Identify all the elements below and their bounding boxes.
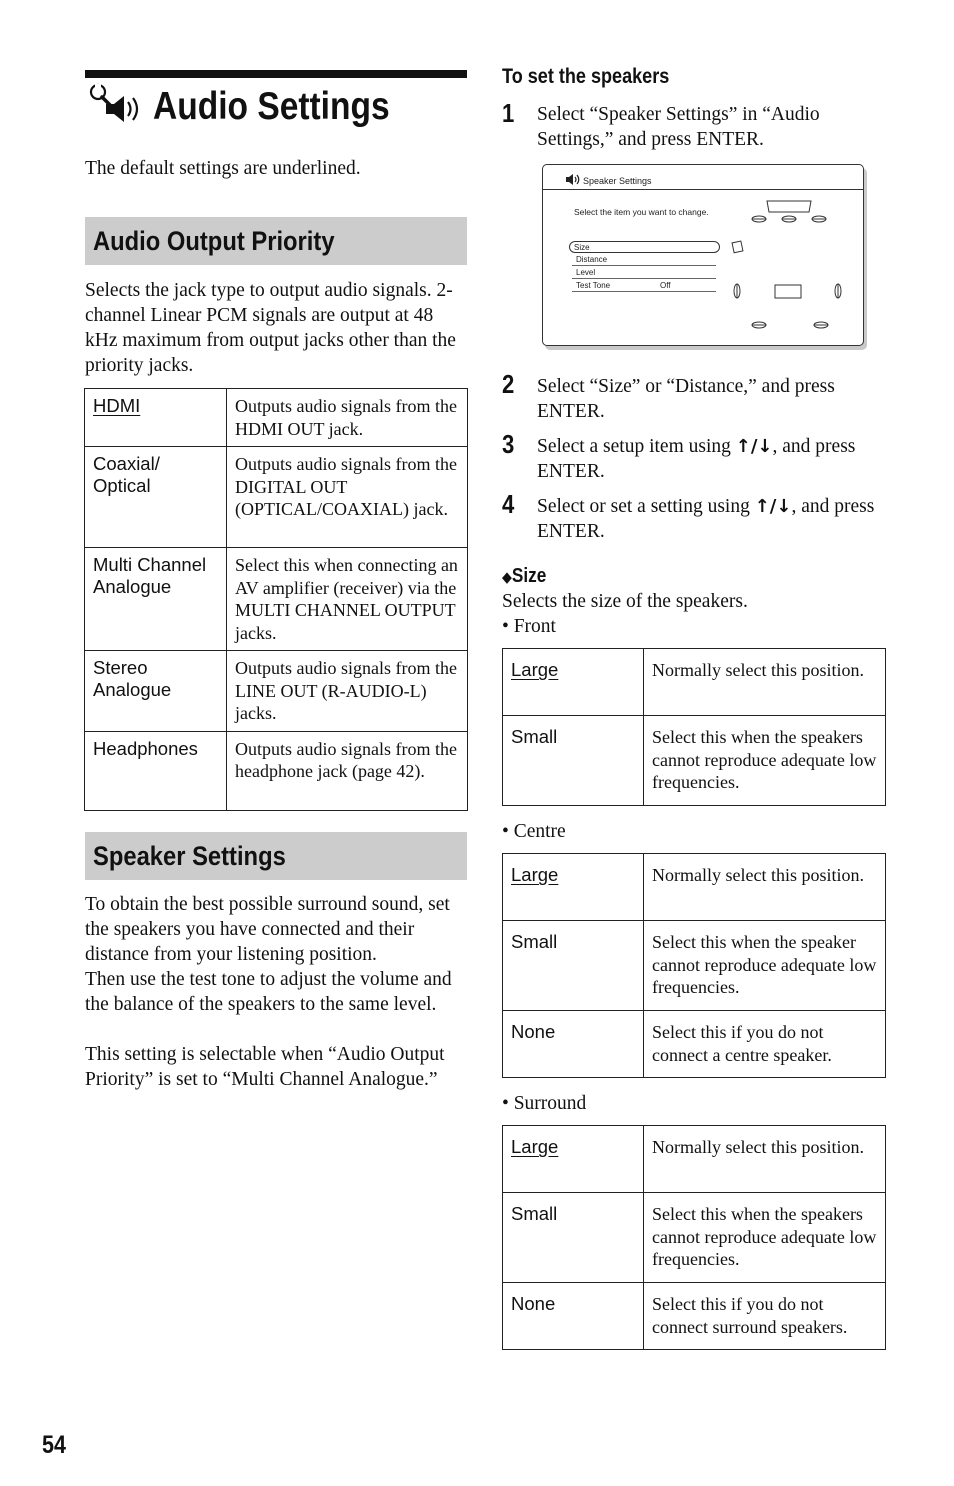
section-band-audio-output-priority (85, 217, 467, 265)
speaker-settings-p2: Then use the test tone to adjust the volume and the balance of the speakers to the same level. (85, 969, 452, 1015)
option-value: Outputs audio signals from the LINE OUT (R-AUDIO-L) jacks. (227, 651, 468, 732)
table-row (85, 731, 468, 810)
intro-text: The default settings are underlined. (85, 158, 361, 179)
centre-size-table (502, 853, 886, 1078)
option-key: Coaxial/ Optical (85, 447, 227, 548)
step-text: Select or set a setting using ↑/↓, and press ENTER. (537, 496, 875, 542)
option-value: Select this when connecting an AV amplifier (receiver) via the MULTI CHANNEL OUTPUT jacks. (227, 548, 468, 651)
step-number: 2 (502, 369, 515, 399)
size-description: Selects the size of the speakers. (502, 591, 748, 612)
diamond-marker-icon: ◆ (502, 568, 512, 586)
test-tone-value: Off (660, 281, 671, 290)
table-row (503, 1011, 886, 1078)
option-value: Normally select this position. (644, 1126, 886, 1193)
menu-item-label: Distance (576, 255, 608, 264)
front-left-speaker-icon (752, 216, 766, 222)
front-size-table (502, 648, 886, 806)
centre-label: • Centre (502, 821, 566, 842)
to-set-heading: To set the speakers (502, 65, 670, 88)
screen-title: Speaker Settings (583, 176, 652, 186)
section-band-speaker-settings (85, 832, 467, 880)
step-text: Select “Speaker Settings” in “Audio Settings,” and press ENTER. (537, 104, 820, 150)
table-row (85, 447, 468, 548)
speaker-layout-diagram (725, 195, 861, 335)
menu-item-label: Size (574, 243, 590, 252)
option-key: Small (503, 716, 644, 806)
option-key: Large (503, 854, 644, 921)
option-value: Select this if you do not connect surround speakers. (644, 1283, 886, 1350)
speaker-settings-p3: This setting is selectable when “Audio Output Priority” is set to “Multi Channel Analogue.” (85, 1044, 445, 1090)
subwoofer-icon (732, 241, 743, 253)
surround-back-right-speaker-icon (814, 322, 828, 328)
option-key: Large (503, 1126, 644, 1193)
page-title: Audio Settings (153, 85, 390, 128)
page-number: 54 (42, 1431, 66, 1459)
size-heading: ◆Size (502, 565, 547, 587)
surround-right-speaker-icon (835, 284, 841, 298)
option-value: Select this when the speaker cannot reproduce adequate low frequencies. (644, 921, 886, 1011)
screen-prompt: Select the item you want to change. (574, 207, 709, 217)
audio-settings-icon (86, 82, 142, 126)
option-key: None (503, 1283, 644, 1350)
section-heading: Audio Output Priority (93, 226, 335, 256)
step-number: 1 (502, 98, 515, 128)
table-row (503, 716, 886, 806)
option-key: Small (503, 1193, 644, 1283)
option-value: Select this when the speakers cannot reproduce adequate low frequencies. (644, 716, 886, 806)
speaker-settings-screen (542, 164, 864, 346)
up-down-arrows-icon: ↑/↓ (754, 496, 792, 517)
speaker-settings-p1: To obtain the best possible surround sound, set the speakers you have connected and their distance from your listening position. (85, 894, 450, 965)
step-number: 4 (502, 489, 515, 519)
audio-output-priority-description: Selects the jack type to output audio signals. 2-channel Linear PCM signals are output at 48 kHz maximum from output jacks other than the priority jacks. (85, 280, 456, 376)
option-value: Outputs audio signals from the DIGITAL OUT (OPTICAL/COAXIAL) jack. (227, 447, 468, 548)
option-value: Outputs audio signals from the headphone jack (page 42). (227, 731, 468, 810)
option-value: Outputs audio signals from the HDMI OUT jack. (227, 389, 468, 447)
option-value: Select this when the speakers cannot reproduce adequate low frequencies. (644, 1193, 886, 1283)
table-row (503, 1283, 886, 1350)
speaker-icon (565, 173, 581, 186)
table-row (503, 854, 886, 921)
front-label: • Front (502, 616, 556, 637)
menu-item-test-tone[interactable] (572, 280, 716, 292)
step-text: Select “Size” or “Distance,” and press ENTER. (537, 376, 835, 422)
table-row (503, 1193, 886, 1283)
surround-back-left-speaker-icon (752, 322, 766, 328)
surround-size-table (502, 1125, 886, 1350)
option-key: Multi Channel Analogue (85, 548, 227, 651)
table-row (503, 1126, 886, 1193)
option-value: Normally select this position. (644, 649, 886, 716)
option-key: HDMI (85, 389, 227, 447)
table-row (503, 921, 886, 1011)
menu-item-label: Level (576, 268, 596, 277)
surround-label: • Surround (502, 1093, 587, 1114)
option-value: Normally select this position. (644, 854, 886, 921)
option-key: Headphones (85, 731, 227, 810)
centre-speaker-icon (782, 216, 796, 222)
table-row (85, 651, 468, 732)
surround-left-speaker-icon (734, 284, 740, 298)
option-value: Select this if you do not connect a centre speaker. (644, 1011, 886, 1078)
menu-item-level[interactable] (572, 267, 716, 279)
menu-item-distance[interactable] (572, 254, 716, 266)
option-key: Stereo Analogue (85, 651, 227, 732)
menu-item-size[interactable] (569, 241, 720, 253)
menu-item-label: Test Tone (576, 281, 611, 290)
front-right-speaker-icon (812, 216, 826, 222)
option-key: Large (503, 649, 644, 716)
audio-output-priority-table (84, 388, 468, 811)
table-row (503, 649, 886, 716)
table-row (85, 548, 468, 651)
table-row (85, 389, 468, 447)
step-number: 3 (502, 429, 515, 459)
up-down-arrows-icon: ↑/↓ (735, 436, 773, 457)
option-key: Small (503, 921, 644, 1011)
section-heading: Speaker Settings (93, 841, 286, 871)
option-key: None (503, 1011, 644, 1078)
title-rule (85, 70, 467, 78)
step-text: Select a setup item using ↑/↓, and press ENTER. (537, 436, 856, 482)
